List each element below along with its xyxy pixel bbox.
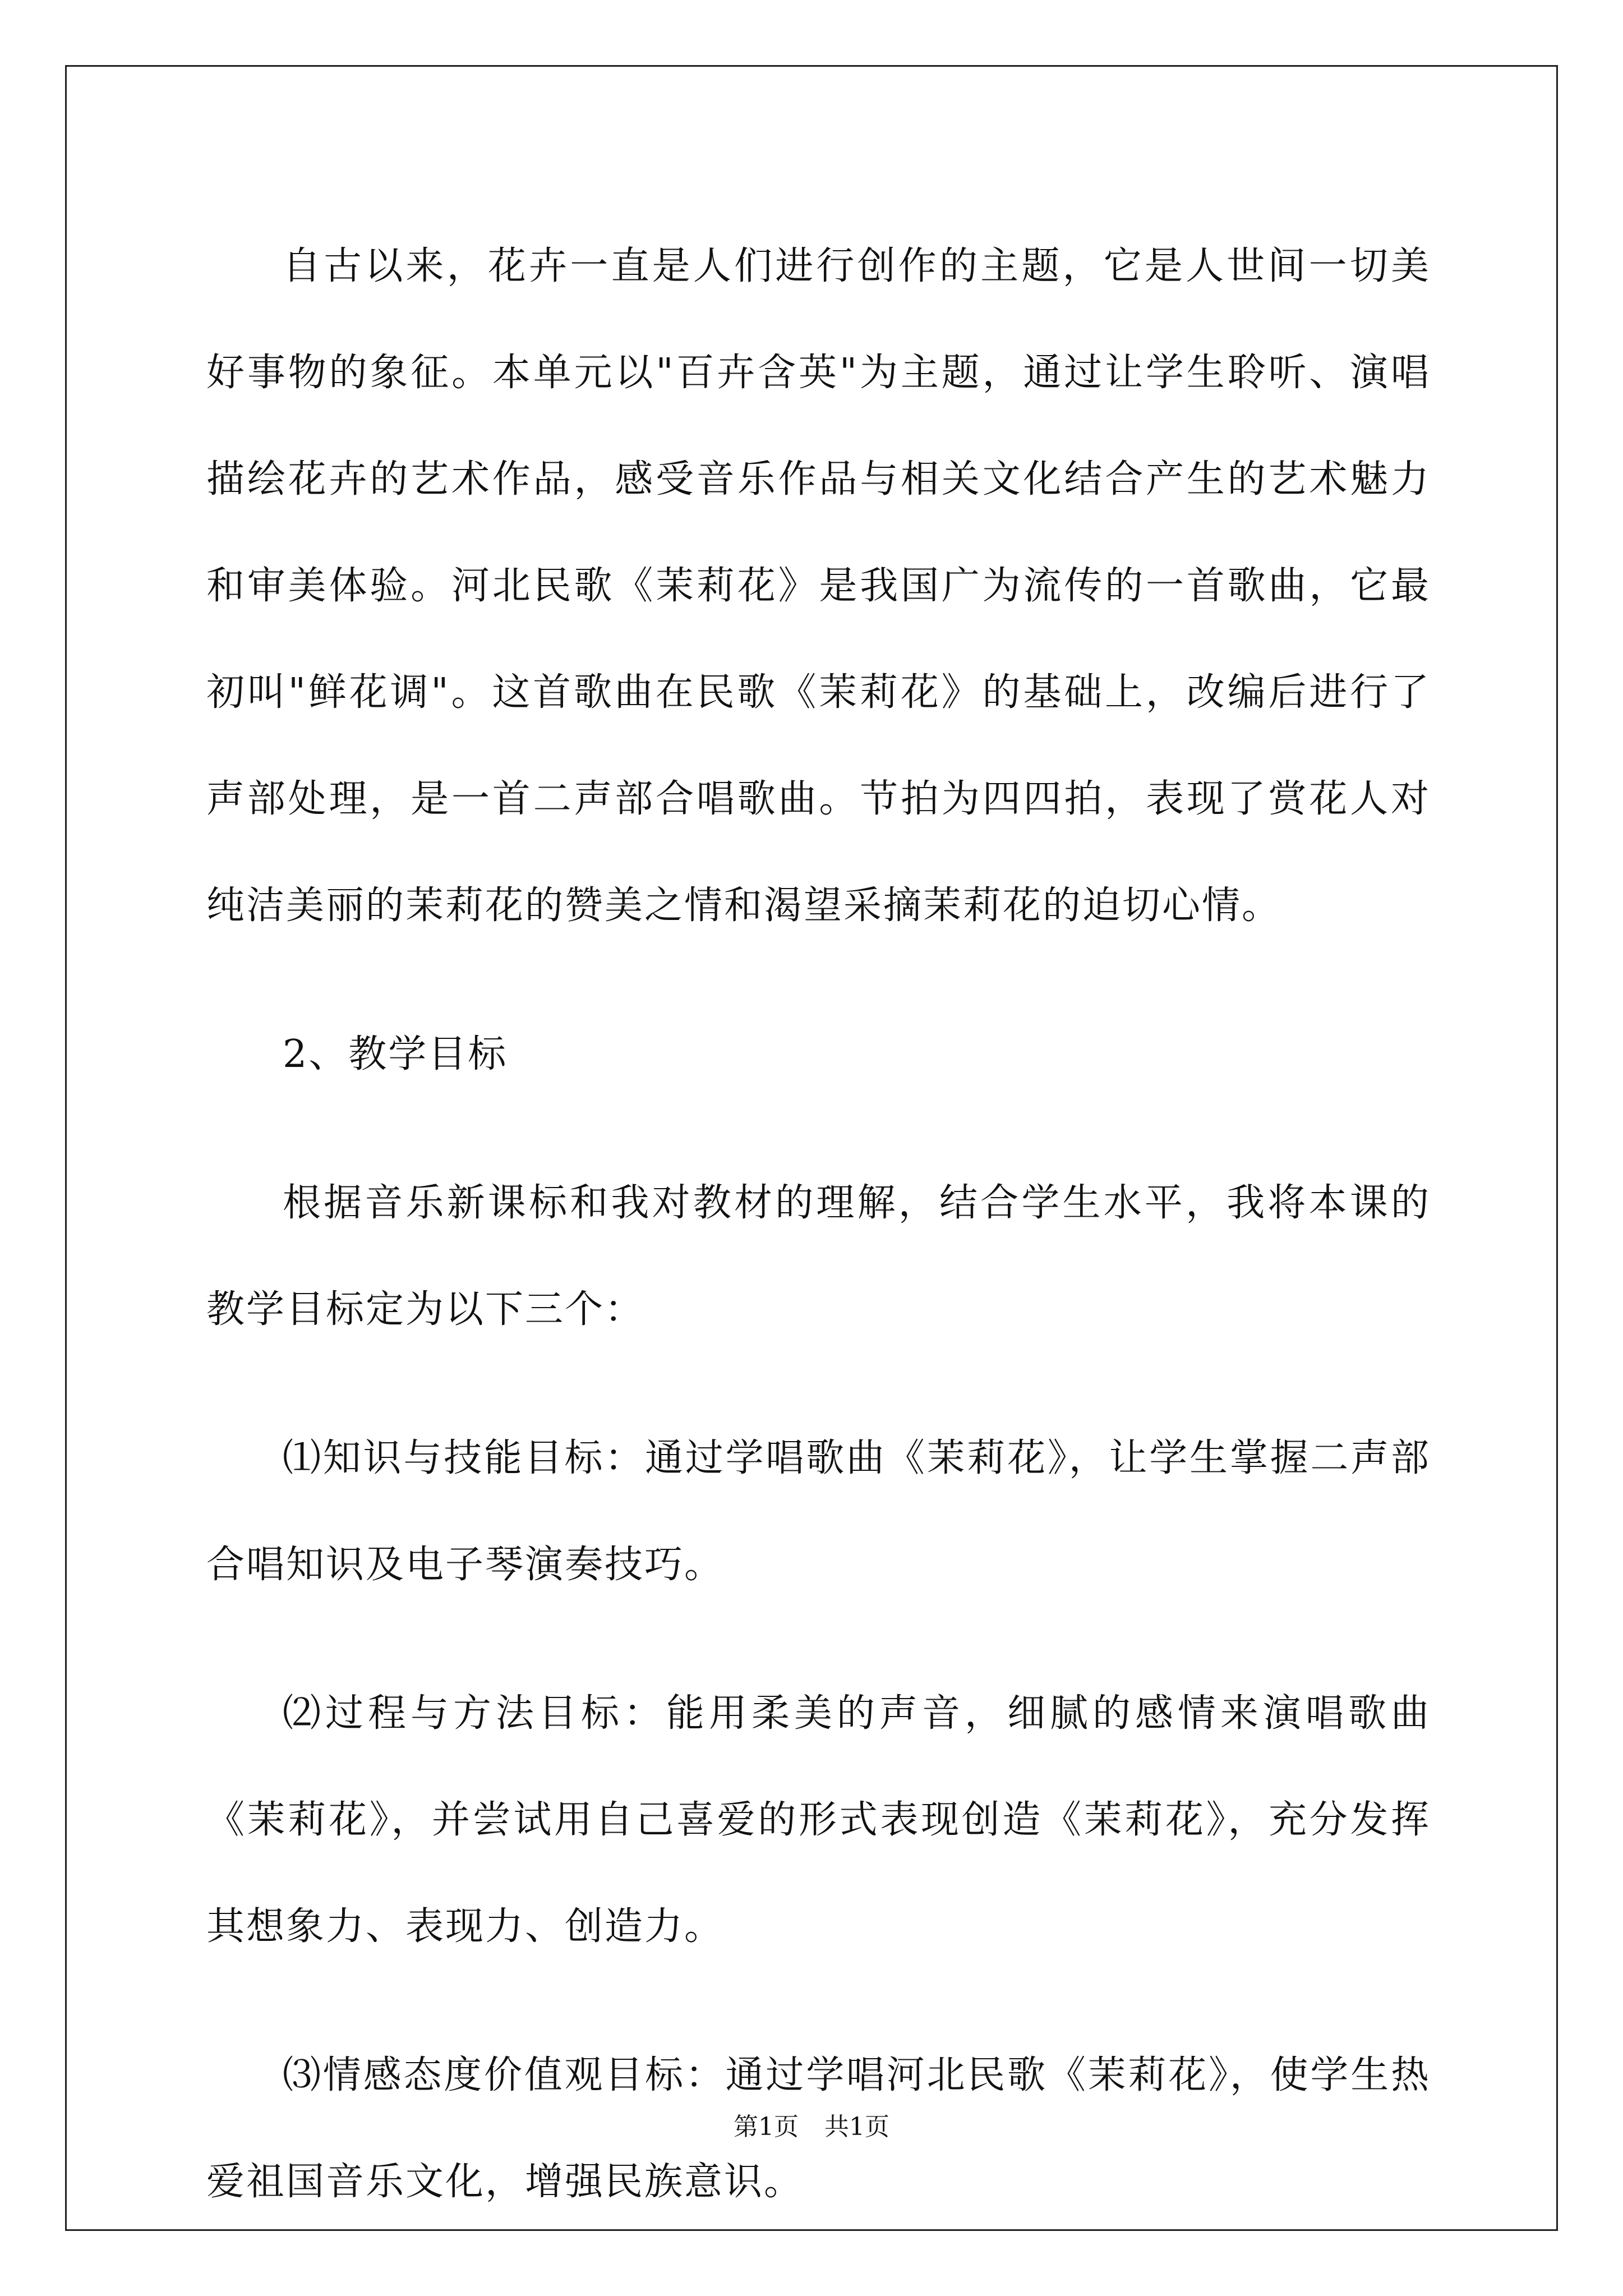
page-number: 第1页 xyxy=(734,2113,799,2141)
paragraph-intro: 自古以来，花卉一直是人们进行创作的主题，它是人世间一切美好事物的象征。本单元以"百卉含英"为主题，通过让学生聆听、演唱描绘花卉的艺术作品，感受音乐作品与相关文化结合产生的艺术魅力和审美体验。河北民歌《茉莉花》是我国广为流传的一首歌曲，它最初叫"鲜花调"。这首歌曲在民歌《茉莉花》的基础上，改编后进行了声部处理，是一首二声部合唱歌曲。节拍为四四拍，表现了赏花人对纯洁美丽的茉莉花的赞美之情和渴望采摘茉莉花的迫切心情。 xyxy=(206,244,1431,928)
page-total: 共1页 xyxy=(824,2113,889,2141)
paragraph-goals-intro: 根据音乐新课标和我对教材的理解，结合学生水平，我将本课的教学目标定为以下三个： xyxy=(206,1181,1431,1332)
page-footer xyxy=(0,2106,1623,2142)
section-heading-teaching-goals: 2、教学目标 xyxy=(283,1032,508,1076)
document-body xyxy=(206,213,1431,2277)
paragraph-goal-process: ⑵过程与方法目标：能用柔美的声音，细腻的感情来演唱歌曲《茉莉花》，并尝试用自己喜爱的形式表现创造《茉莉花》，充分发挥其想象力、表现力、创造力。 xyxy=(206,1691,1431,1949)
paragraph-goal-knowledge: ⑴知识与技能目标：通过学唱歌曲《茉莉花》，让学生掌握二声部合唱知识及电子琴演奏技巧。 xyxy=(206,1436,1431,1587)
paragraph-goal-emotion: ⑶情感态度价值观目标：通过学唱河北民歌《茉莉花》，使学生热爱祖国音乐文化，增强民族意识。 xyxy=(206,2053,1431,2204)
